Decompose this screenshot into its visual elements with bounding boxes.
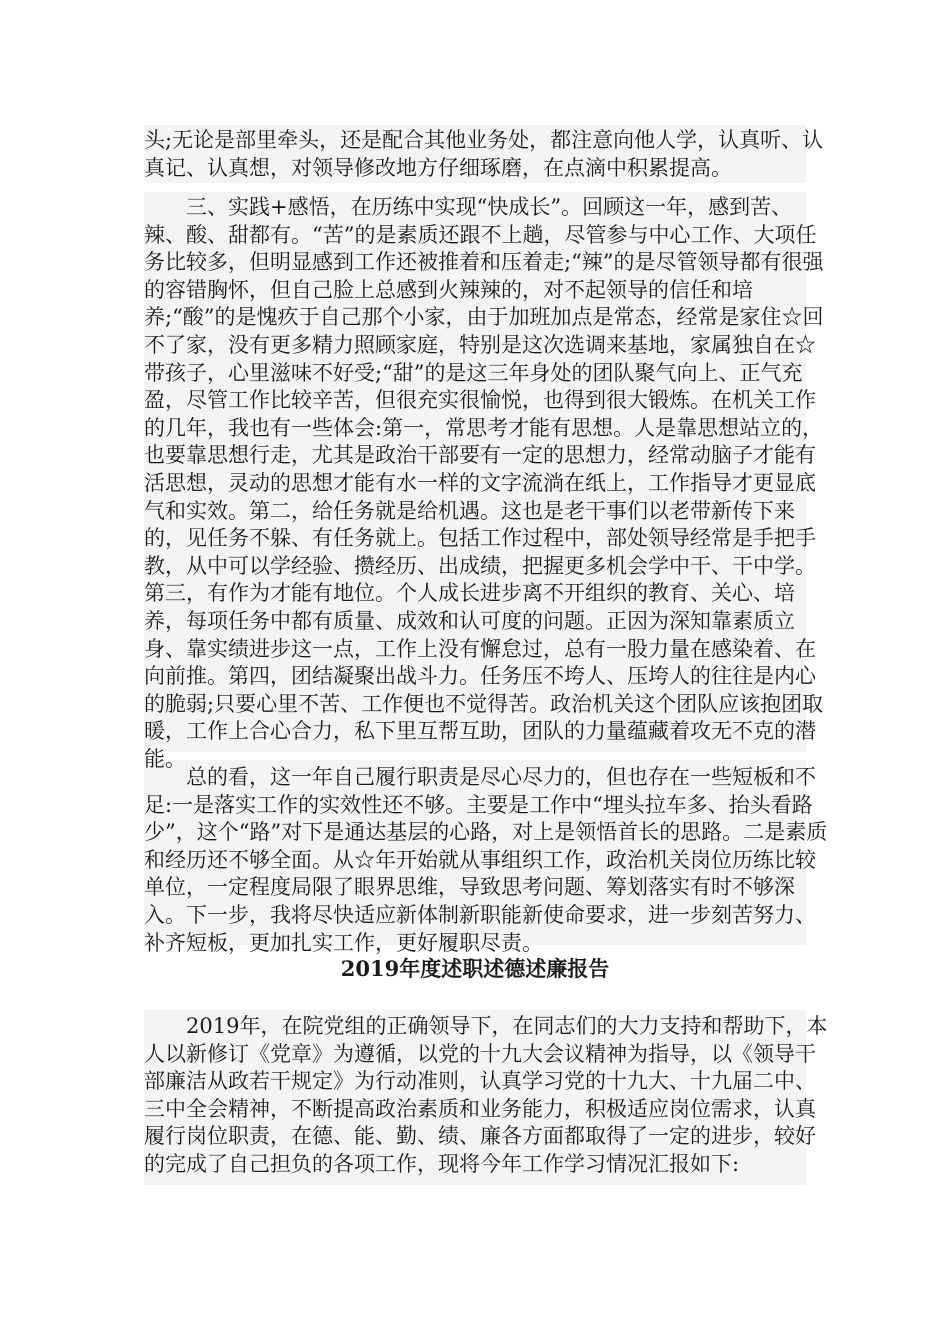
paragraph-continuation: 头;无论是部里牵头，还是配合其他业务处，都注意向他人学，认真听、认真记、认真想，对领导修改地方仔细琢磨，在点滴中积累提高。 (144, 128, 824, 180)
paragraph-practice-insight: 三、实践+感悟，在历练中实现“快成长”。回顾这一年，感到苦、辣、酸、甜都有。“苦”的是素质还跟不上趟，尽管参与中心工作、大项任务比较多，但明显感到工作还被推着和压着走;“辣”的是尽管领导都有很强的容错胸怀，但自己脸上总感到火辣辣的，对不起领导的信任和培养;“酸”的是愧疚于自己那个小家，由于加班加点是常态，经常是家住☆回不了家，没有更多精力照顾家庭，特别是这次选调来基地，家属独自在☆带孩子，心里滋味不好受;“甜”的是这三年身处的团队聚气向上、正气充盈，尽管工作比较辛苦，但很充实很愉悦，也得到很大锻炼。在机关工作的几年，我也有一些体会:第一，常思考才能有思想。人是靠思想站立的，也要靠思想行走，尤其是政治干部要有一定的思想力，经常动脑子才能有活思想，灵动的思想才能有水一样的文字流淌在纸上，工作指导才更显底气和实效。第二，给任务就是给机遇。这也是老干事们以老带新传下来的，见任务不躲、有任务就上。包括工作过程中，部处领导经常是手把手教，从中可以学经验、攒经历、出成绩，把握更多机会学中干、干中学。第三，有作为才能有地位。个人成长进步离不开组织的教育、关心、培养，每项任务中都有质量、成效和认可度的问题。正因为深知靠素质立身、靠实绩进步这一点，工作上没有懈怠过，总有一股力量在感染着、在向前推。第四，团结凝聚出战斗力。任务压不垮人、压垮人的往往是内心的脆弱;只要心里不苦、工作便也不觉得苦。政治机关这个团队应该抱团取暖，工作上合心合力，私下里互帮互助，团队的力量蕴藏着攻无不克的潜能。 (144, 195, 824, 771)
paragraph-summary: 总的看，这一年自己履行职责是尽心尽力的，但也存在一些短板和不足:一是落实工作的实效性还不够。主要是工作中“埋头拉车多、抬头看路少”，这个“路”对下是通达基层的心路，对上是领悟首长的思路。二是素质和经历还不够全面。从☆年开始就从事组织工作，政治机关岗位历练比较单位，一定程度局限了眼界思维，导致思考问题、筹划落实有时不够深入。下一步，我将尽快适应新体制新职能新使命要求，进一步刻苦努力、补齐短板，更加扎实工作，更好履职尽责。 (144, 765, 828, 955)
paragraph-report-intro: 2019年，在院党组的正确领导下，在同志们的大力支持和帮助下，本人以新修订《党章》为遵循，以党的十九大会议精神为指导，以《领导干部廉洁从政若干规定》为行动准则，认真学习党的十九大、十九届二中、三中全会精神，不断提高政治素质和业务能力，积极适应岗位需求，认真履行岗位职责，在德、能、勤、绩、廉各方面都取得了一定的进步，较好的完成了自己担负的各项工作，现将今年工作学习情况汇报如下: (144, 1014, 828, 1176)
report-title: 2019年度述职述德述廉报告 (340, 956, 610, 981)
